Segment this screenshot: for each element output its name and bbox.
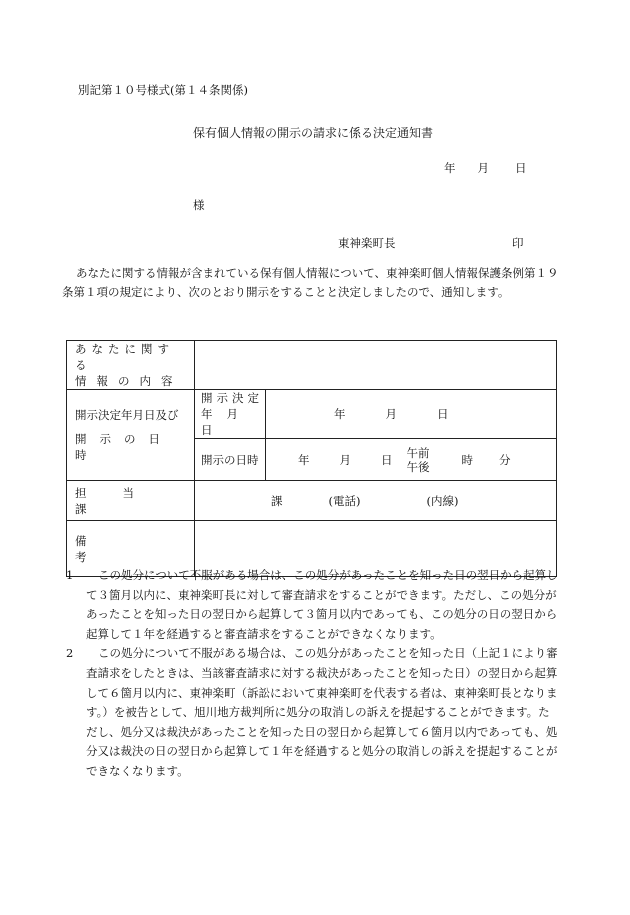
date-day: 日 bbox=[515, 161, 527, 175]
notice-date bbox=[444, 160, 527, 176]
notes-list bbox=[66, 566, 560, 782]
phone-label: (電話) bbox=[328, 493, 361, 508]
pm-label: 午後 bbox=[406, 459, 430, 474]
decision-date-label-line1: 開示決定 bbox=[201, 391, 263, 405]
decision-month: 月 bbox=[385, 407, 397, 421]
decision-date-label bbox=[195, 390, 266, 439]
note-number: 2 bbox=[66, 646, 74, 661]
form-number: 別記第１０号様式(第１４条関係) bbox=[78, 83, 248, 97]
intro-paragraph: あなたに関する情報が含まれている保有個人情報について、東神楽町個人情報保護条例第１９条第１項の規定により、次のとおり開示をすることと決定しましたので、通知します。 bbox=[62, 266, 559, 299]
info-content-label-line1: あなたに関する bbox=[75, 342, 174, 372]
remarks-label-text: 備考 bbox=[75, 533, 180, 564]
note-text: この処分について不服がある場合は、この処分があったことを知った日（上記１により審査請求をしたときは、当該審査請求に対する裁決があったことを知った日）の翌日から起算して６箇月以内に、東神楽町（訴訟において東神楽町を代表する者は、東神楽町長となります。）を被告として、旭川地方裁判所に処分の取消しの訴えを提起することができます。ただし、処分又は裁決があったことを知った日の翌日から起算して６箇月以内であっても、処分又は裁決の日の翌日から起算して１年を経過すると処分の取消しの訴えを提起することができなくなります。 bbox=[86, 646, 558, 778]
am-pm-choice bbox=[407, 446, 430, 474]
info-content-label bbox=[67, 341, 195, 390]
disclosure-hour: 時 bbox=[461, 452, 473, 467]
disclosure-day: 日 bbox=[381, 452, 393, 467]
department-value bbox=[195, 481, 557, 521]
decision-date-value bbox=[266, 390, 557, 439]
note-number: 1 bbox=[66, 568, 74, 582]
am-label: 午前 bbox=[406, 445, 430, 460]
disclosure-month: 月 bbox=[339, 452, 351, 467]
disclosure-datetime-label: 開示の日時 bbox=[195, 439, 266, 481]
date-year: 年 bbox=[444, 161, 456, 175]
disclosure-date-label-line1: 開示決定年月日及び bbox=[75, 408, 179, 422]
decision-date-label-line2: 年月日 bbox=[201, 407, 252, 437]
table-row bbox=[67, 341, 557, 390]
seal-mark: 印 bbox=[512, 236, 524, 250]
decision-year: 年 bbox=[334, 407, 346, 421]
department-label bbox=[67, 481, 195, 521]
decision-table bbox=[66, 340, 557, 577]
document-title: 保有個人情報の開示の請求に係る決定通知書 bbox=[193, 126, 434, 140]
info-content-value bbox=[195, 341, 557, 390]
addressee-suffix: 様 bbox=[193, 198, 205, 212]
extension-label: (内線) bbox=[426, 493, 459, 508]
disclosure-minute: 分 bbox=[499, 452, 511, 467]
note-item bbox=[66, 644, 560, 781]
sender-name: 東神楽町長 bbox=[338, 236, 396, 250]
table-row bbox=[67, 481, 557, 521]
info-content-label-line2: 情報の内容 bbox=[75, 374, 183, 388]
department-label-text: 担当課 bbox=[75, 485, 170, 516]
decision-day: 日 bbox=[437, 407, 449, 421]
disclosure-datetime-value bbox=[266, 439, 557, 481]
disclosure-date-label-line2: 開示の日時 bbox=[75, 432, 173, 462]
date-month: 月 bbox=[477, 161, 489, 175]
note-item bbox=[66, 566, 560, 644]
department-unit: 課 bbox=[271, 493, 283, 508]
disclosure-year: 年 bbox=[298, 452, 310, 467]
table-row bbox=[67, 390, 557, 439]
disclosure-date-label bbox=[67, 390, 195, 481]
note-text: この処分について不服がある場合は、この処分があったことを知った日の翌日から起算して３箇月以内に、東神楽町長に対して審査請求をすることができます。ただし、この処分があったことを知った日の翌日から起算して３箇月以内であっても、この処分の日の翌日から起算して１年を経過すると審査請求をすることができなくなります。 bbox=[86, 568, 558, 641]
